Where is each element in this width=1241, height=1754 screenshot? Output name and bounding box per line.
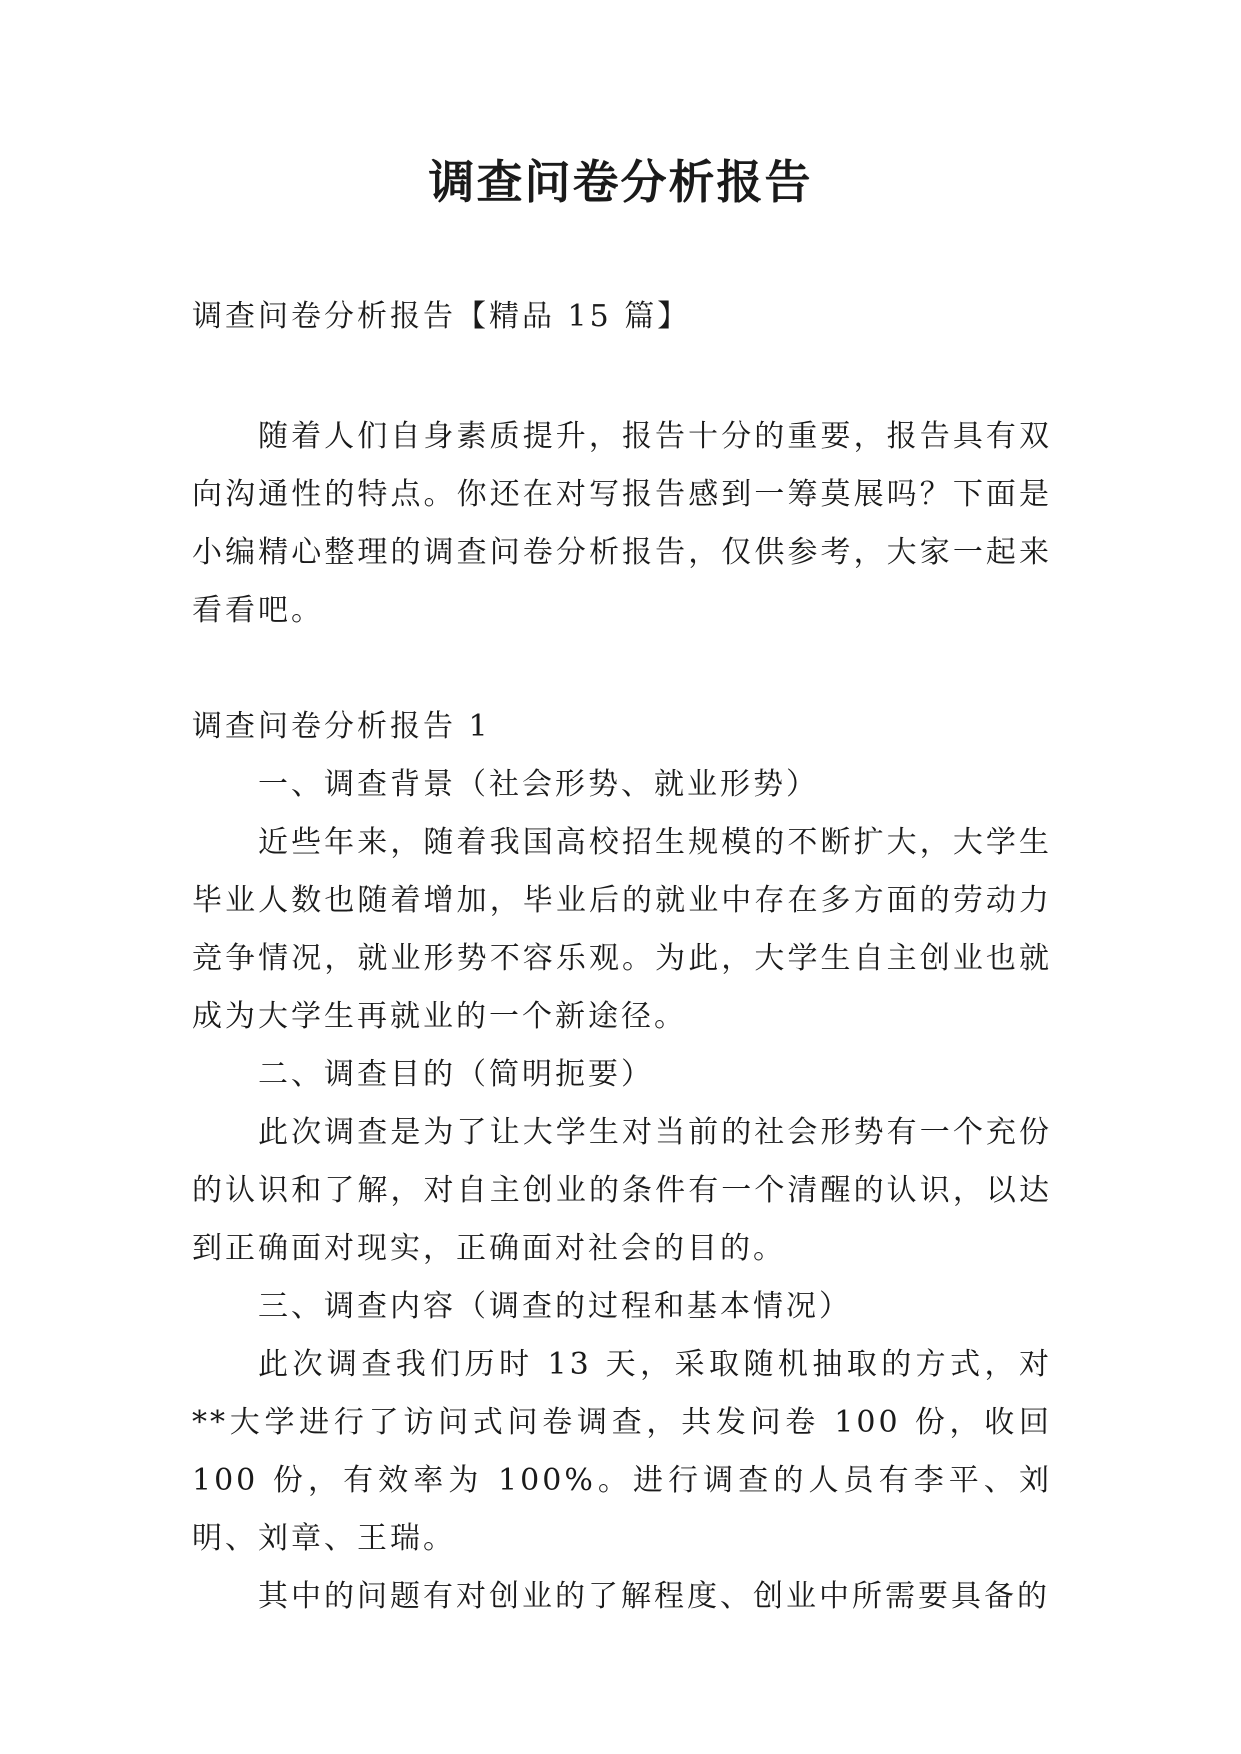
report-body xyxy=(192,698,1052,1626)
section-text-content: 此次调查我们历时 13 天，采取随机抽取的方式，对**大学进行了访问式问卷调查，共发问卷 100 份，收回 100 份，有效率为 100%。进行调查的人员有李平、刘明、刘章、王瑞。 xyxy=(192,1347,1052,1556)
section-heading-content: 三、调查内容（调查的过程和基本情况） xyxy=(258,1289,852,1324)
intro-paragraph xyxy=(192,408,1052,640)
section-heading-purpose: 二、调查目的（简明扼要） xyxy=(258,1057,654,1092)
trailing-text: 其中的问题有对创业的了解程度、创业中所需要具备的 xyxy=(258,1579,1050,1614)
document-title: 调查问卷分析报告 xyxy=(428,155,813,209)
intro-text: 随着人们自身素质提升，报告十分的重要，报告具有双向沟通性的特点。你还在对写报告感到一筹莫展吗？下面是小编精心整理的调查问卷分析报告，仅供参考，大家一起来看看吧。 xyxy=(192,419,1052,628)
section-text-purpose: 此次调查是为了让大学生对当前的社会形势有一个充份的认识和了解，对自主创业的条件有一个清醒的认识，以达到正确面对现实，正确面对社会的目的。 xyxy=(192,1115,1052,1266)
report-heading: 调查问卷分析报告 1 xyxy=(192,709,491,744)
subtitle-text: 调查问卷分析报告【精品 15 篇】 xyxy=(192,299,691,334)
section-text-background: 近些年来，随着我国高校招生规模的不断扩大，大学生毕业人数也随着增加，毕业后的就业中存在多方面的劳动力竞争情况，就业形势不容乐观。为此，大学生自主创业也就成为大学生再就业的一个新途径。 xyxy=(192,825,1052,1034)
section-heading-background: 一、调查背景（社会形势、就业形势） xyxy=(258,767,819,802)
document-subtitle xyxy=(192,288,1052,346)
